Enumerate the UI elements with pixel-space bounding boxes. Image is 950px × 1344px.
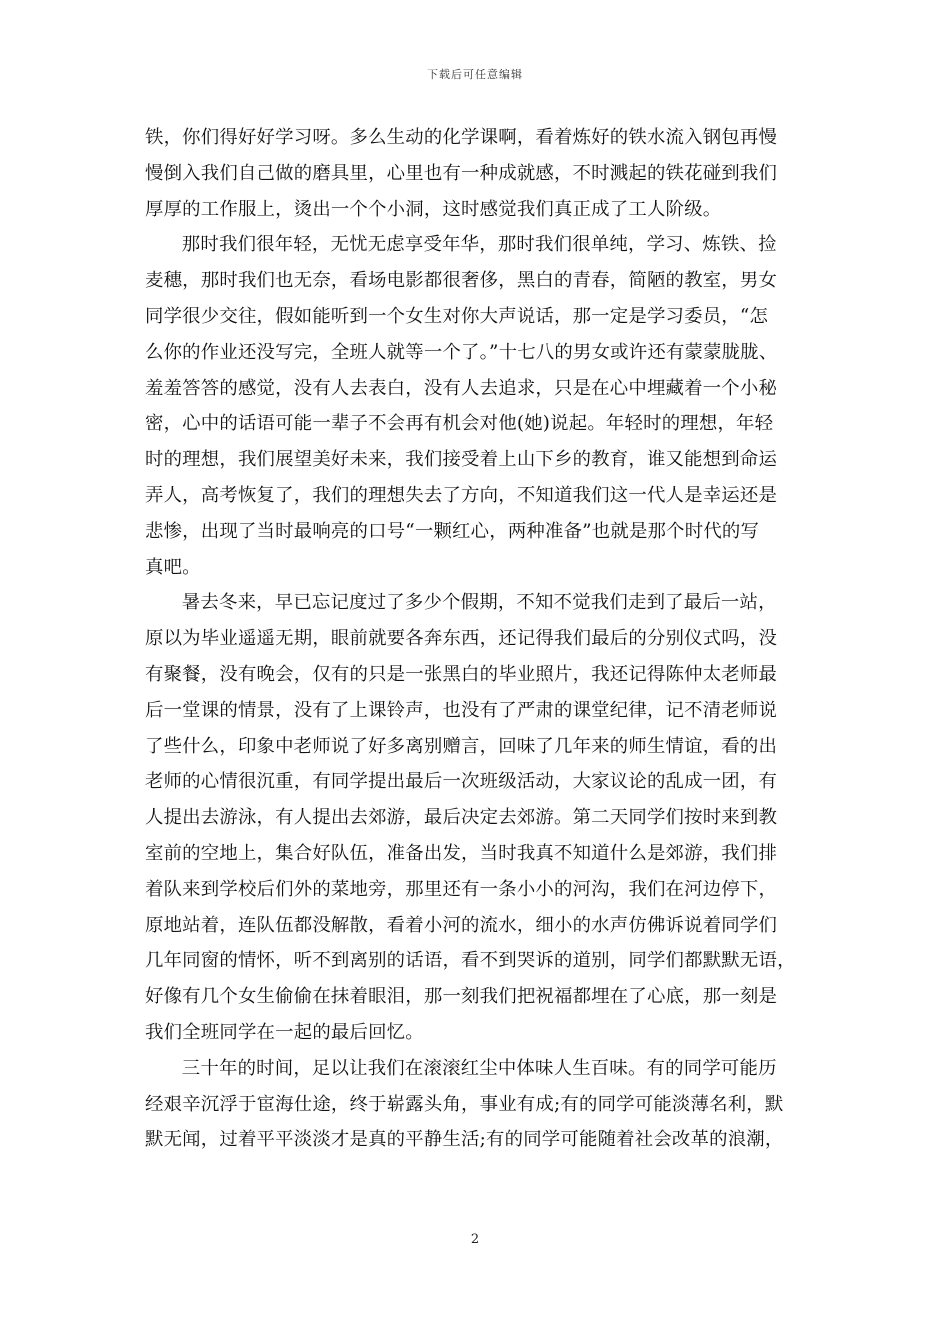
paragraph <box>145 1051 805 1158</box>
page-number: 2 <box>470 1232 480 1247</box>
text-line: 我们全班同学在一起的最后回忆。 <box>145 1021 424 1043</box>
text-line: 室前的空地上，集合好队伍，准备出发，当时我真不知道什么是郊游，我们排 <box>145 842 778 864</box>
text-line: 厚厚的工作服上，烫出一个个小洞，这时感觉我们真正成了工人阶级。 <box>145 198 722 220</box>
text-line: 原地站着，连队伍都没解散，看着小河的流水，细小的水声仿佛诉说着同学们 <box>145 914 778 936</box>
text-line: 人提出去游泳，有人提出去郊游，最后决定去郊游。第二天同学们按时来到教 <box>145 807 778 829</box>
page-header: 下载后可任意编辑 <box>427 68 523 81</box>
text-line: 暑去冬来，早已忘记度过了多少个假期，不知不觉我们走到了最后一站， <box>181 592 777 614</box>
text-line: 弄人，高考恢复了，我们的理想失去了方向，不知道我们这一代人是幸运还是 <box>145 484 778 506</box>
text-line: 密，心中的话语可能一辈子不会再有机会对他(她)说起。年轻时的理想，年轻 <box>145 413 774 435</box>
text-line: 麦穗，那时我们也无奈，看场电影都很奢侈，黑白的青春，简陋的教室，男女 <box>145 270 778 292</box>
text-line: 真吧。 <box>145 556 201 578</box>
text-line: 了些什么，印象中老师说了好多离别赠言，回味了几年来的师生情谊，看的出 <box>145 735 778 757</box>
text-line: 着队来到学校后们外的菜地旁，那里还有一条小小的河沟，我们在河边停下， <box>145 878 778 900</box>
text-line: 同学很少交往，假如能听到一个女生对你大声说话，那一定是学习委员，“怎 <box>145 305 769 327</box>
text-line: 几年同窗的情怀，听不到离别的话语，看不到哭诉的道别，同学们都默默无语， <box>145 950 796 972</box>
text-line: 羞羞答答的感觉，没有人去表白，没有人去追求，只是在心中埋藏着一个小秘 <box>145 377 778 399</box>
paragraph <box>145 227 805 585</box>
text-line: 时的理想，我们展望美好未来，我们接受着上山下乡的教育，谁又能想到命运 <box>145 449 778 471</box>
text-line: 那时我们很年轻，无忧无虑享受年华，那时我们很单纯，学习、炼铁、捡 <box>181 234 777 256</box>
text-line: 么你的作业还没写完，全班人就等一个了。”十七八的男女或许还有蒙蒙胧胧、 <box>145 341 778 363</box>
text-line: 经艰辛沉浮于宦海仕途，终于崭露头角，事业有成;有的同学可能淡薄名利，默 <box>145 1093 784 1115</box>
paragraph <box>145 585 805 1050</box>
text-line: 三十年的时间，足以让我们在滚滚红尘中体味人生百味。有的同学可能历 <box>181 1057 777 1079</box>
text-line: 悲惨，出现了当时最响亮的口号“一颗红心，两种准备”也就是那个时代的写 <box>145 520 760 542</box>
text-line: 原以为毕业遥遥无期，眼前就要各奔东西，还记得我们最后的分别仪式吗，没 <box>145 628 778 650</box>
text-line: 后一堂课的情景，没有了上课铃声，也没有了严肃的课堂纪律，记不清老师说 <box>145 699 778 721</box>
document-body <box>145 120 805 1158</box>
text-line: 默无闻，过着平平淡淡才是真的平静生活;有的同学可能随着社会改革的浪潮， <box>145 1129 784 1151</box>
text-line: 慢倒入我们自己做的磨具里，心里也有一种成就感，不时溅起的铁花碰到我们 <box>145 162 778 184</box>
text-line: 铁，你们得好好学习呀。多么生动的化学课啊，看着炼好的铁水流入钢包再慢 <box>145 127 778 148</box>
text-line: 有聚餐，没有晚会，仅有的只是一张黑白的毕业照片，我还记得陈仲太老师最 <box>145 663 778 685</box>
text-line: 老师的心情很沉重，有同学提出最后一次班级活动，大家议论的乱成一团，有 <box>145 771 778 793</box>
text-line: 好像有几个女生偷偷在抹着眼泪，那一刻我们把祝福都埋在了心底，那一刻是 <box>145 986 778 1008</box>
paragraph <box>145 120 805 227</box>
